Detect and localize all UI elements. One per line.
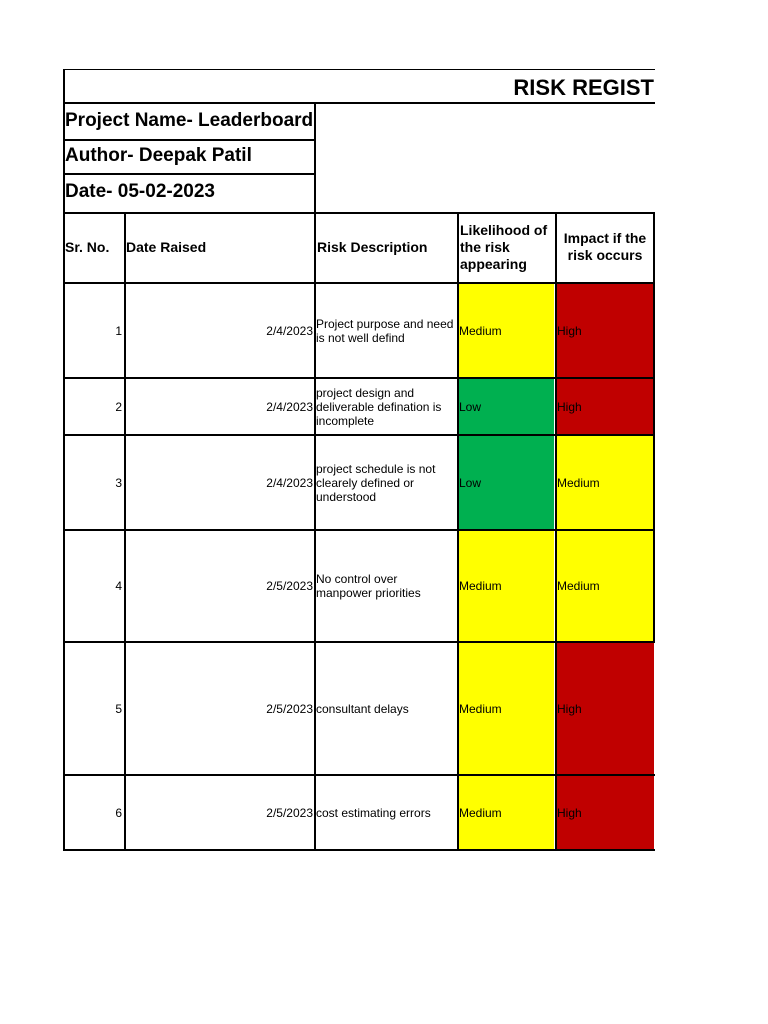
date-raised-cell: 2/4/2023 xyxy=(266,323,313,338)
header-likelihood: Likelihood of the risk appearing xyxy=(460,221,548,272)
date-raised-cell: 2/4/2023 xyxy=(266,475,313,490)
column-divider xyxy=(457,212,459,851)
impact-cell: Medium xyxy=(557,436,654,529)
risk-description-cell: consultant delays xyxy=(316,701,409,716)
impact-cell: High xyxy=(557,284,654,377)
title-bottom-border xyxy=(63,102,655,104)
sr-no-cell: 5 xyxy=(115,701,122,716)
meta-divider xyxy=(63,173,316,175)
document-date: Date- 05-02-2023 xyxy=(65,181,215,202)
meta-divider xyxy=(63,139,316,141)
column-divider xyxy=(653,212,655,641)
column-divider xyxy=(555,212,557,851)
likelihood-cell: Low xyxy=(459,379,554,434)
row-divider xyxy=(63,377,655,379)
risk-description-cell: Project purpose and need is not well defind xyxy=(316,316,454,345)
sr-no-cell: 1 xyxy=(115,323,122,338)
date-raised-cell: 2/5/2023 xyxy=(266,701,313,716)
row-divider xyxy=(63,641,655,643)
header-top-border xyxy=(63,212,655,214)
sr-no-cell: 2 xyxy=(115,399,122,414)
sr-no-cell: 3 xyxy=(115,475,122,490)
sr-no-cell: 4 xyxy=(115,579,122,593)
likelihood-cell: Medium xyxy=(459,776,554,849)
register-title: RISK REGIST xyxy=(513,75,654,100)
likelihood-cell: Low xyxy=(459,436,554,529)
project-name: Project Name- Leaderboard xyxy=(65,110,313,131)
header-risk-description: Risk Description xyxy=(317,238,428,255)
date-raised-cell: 2/5/2023 xyxy=(266,805,313,820)
author: Author- Deepak Patil xyxy=(65,145,252,166)
impact-cell: High xyxy=(557,379,654,434)
impact-cell: Medium xyxy=(557,531,654,641)
left-border xyxy=(63,69,65,851)
header-sr-no: Sr. No. xyxy=(65,238,110,255)
risk-description-cell: project schedule is not clearely defined or understood xyxy=(316,461,436,504)
meta-right-border xyxy=(314,102,316,214)
impact-cell: High xyxy=(557,776,654,849)
sheet-top-border xyxy=(63,69,655,70)
sr-no-cell: 6 xyxy=(115,805,122,820)
likelihood-cell: Medium xyxy=(459,284,554,377)
row-divider xyxy=(63,774,655,776)
risk-description-cell: cost estimating errors xyxy=(316,805,431,820)
row-divider xyxy=(63,529,655,531)
column-divider xyxy=(124,212,126,851)
date-raised-cell: 2/5/2023 xyxy=(266,579,313,593)
header-date-raised: Date Raised xyxy=(126,238,207,255)
risk-description-cell: No control over manpower priorities xyxy=(316,572,421,600)
header-impact: Impact if the risk occurs xyxy=(563,230,647,263)
row-divider xyxy=(63,434,655,436)
impact-cell: High xyxy=(557,643,654,774)
likelihood-cell: Medium xyxy=(459,531,554,641)
column-divider xyxy=(314,212,316,851)
row-divider xyxy=(63,282,655,284)
risk-description-cell: project design and deliverable defination is incomplete xyxy=(316,385,442,428)
date-raised-cell: 2/4/2023 xyxy=(266,399,313,414)
likelihood-cell: Medium xyxy=(459,643,554,774)
row-divider xyxy=(63,849,655,851)
